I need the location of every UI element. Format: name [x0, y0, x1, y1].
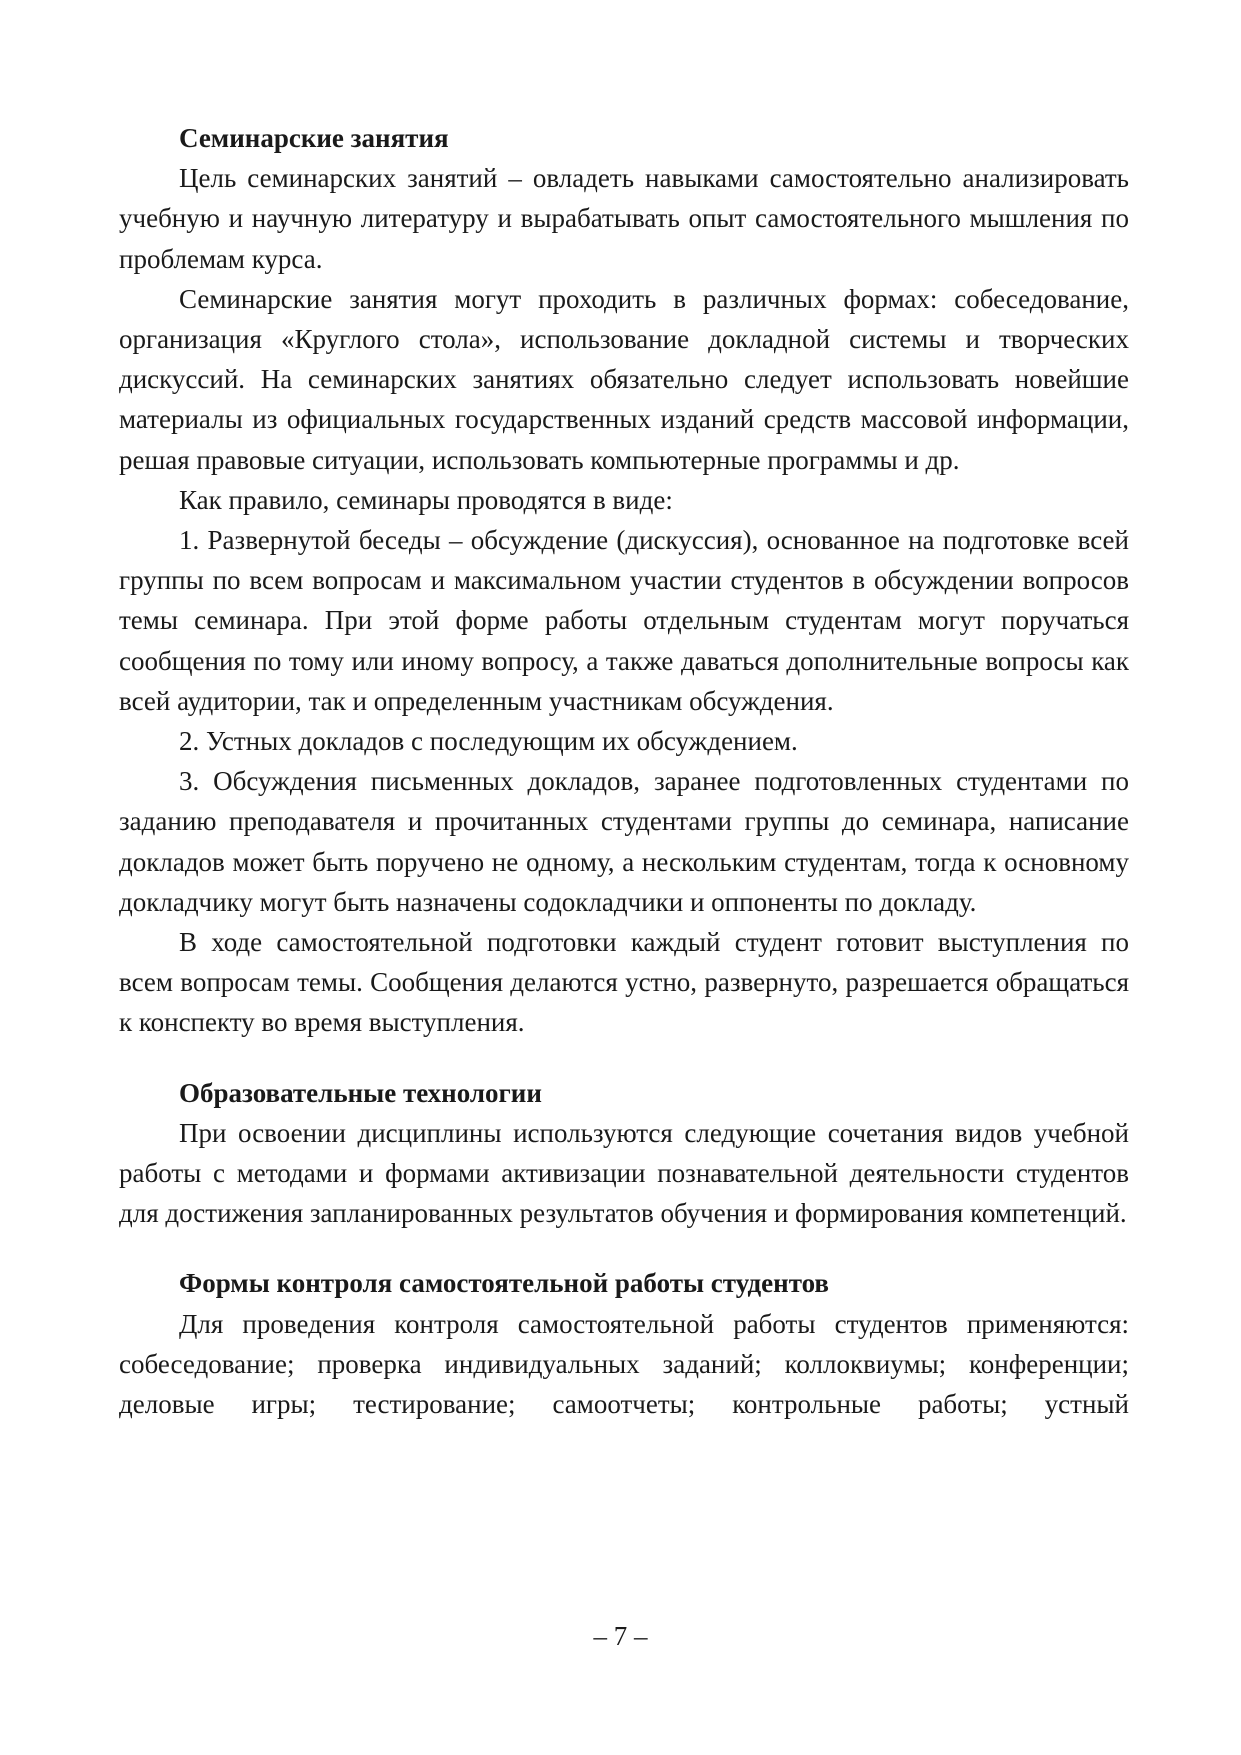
section-spacer: [119, 1043, 1129, 1073]
section-technologies: [119, 1073, 1129, 1234]
paragraph: При освоении дисциплины используются следующие сочетания видов учебной работы с методами и формами активизации познавательной деятельности студентов для достижения запланированных результатов обучения и формирования компетенций.: [119, 1117, 1129, 1229]
list-paragraph: 2. Устных докладов с последующим их обсуждением.: [179, 726, 798, 757]
section-heading: Семинарские занятия: [179, 123, 449, 153]
text-column: [119, 118, 1129, 1424]
list-paragraph: 3. Обсуждения письменных докладов, заранее подготовленных студентами по заданию преподавателя и прочитанных студентами группы до семинара, написание докладов может быть поручено не одному, а нескольким студентам, тогда к основному докладчику могут быть назначены содокладчики и оппоненты по докладу.: [119, 766, 1129, 917]
section-heading: Формы контроля самостоятельной работы студентов: [179, 1268, 830, 1299]
paragraph: В ходе самостоятельной подготовки каждый студент готовит выступления по всем вопросам темы. Сообщения делаются устно, развернуто, разрешается обращаться к конспекту во время выступления.: [119, 927, 1129, 1038]
section-control-forms: [119, 1263, 1129, 1424]
list-paragraph: 1. Развернутой беседы – обсуждение (дискуссия), основанное на подготовке всей группы по всем вопросам и максимальном участии студентов в обсуждении вопросов темы семинара. При этой форме работы отдельным студентам могут поручаться сообщения по тому или иному вопросу, а также даваться дополнительные вопросы как всей аудитории, так и определенным участникам обсуждения.: [119, 525, 1129, 716]
paragraph: Как правило, семинары проводятся в виде:: [179, 484, 673, 515]
section-spacer: [119, 1233, 1129, 1263]
section-seminars: [119, 118, 1129, 1043]
paragraph: Семинарские занятия могут проходить в различных формах: собеседование, организация «Круглого стола», использование докладной системы и творческих дискуссий. На семинарских занятиях обязательно следует использовать новейшие материалы из официальных государственных изданий средств массовой информации, решая правовые ситуации, использовать компьютерные программы и др.: [119, 283, 1129, 475]
page-number: – 7 –: [593, 1621, 648, 1651]
section-heading: Образовательные технологии: [179, 1077, 542, 1108]
paragraph: Цель семинарских занятий – овладеть навыками самостоятельно анализировать учебную и научную литературу и вырабатывать опыт самостоятельного мышления по проблемам курса.: [119, 163, 1129, 274]
paragraph: Для проведения контроля самостоятельной работы студентов применяются: собеседование; проверка индивидуальных заданий; коллоквиумы; конференции; деловые игры; тестирование; самоотчеты; контрольные работы; устный: [119, 1308, 1129, 1420]
